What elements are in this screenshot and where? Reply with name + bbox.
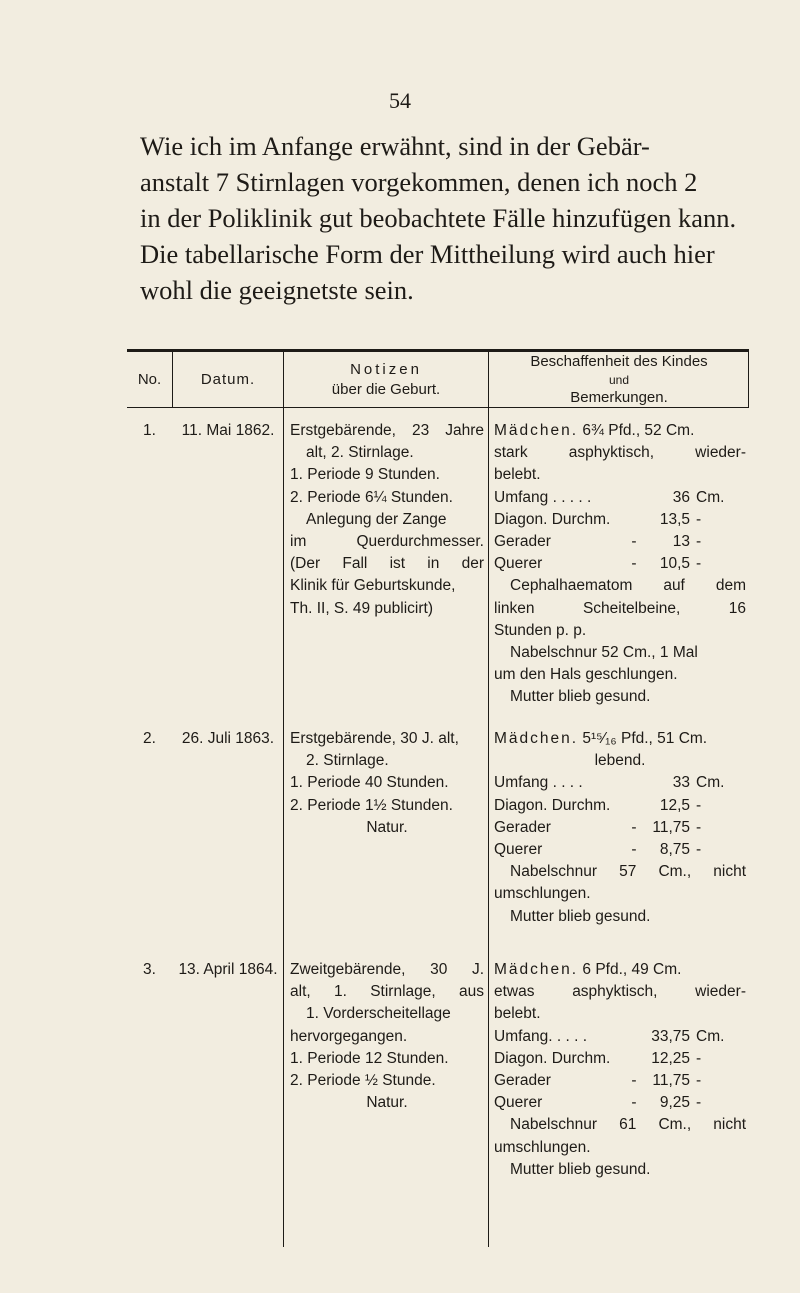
header-beschaffenheit-line: Bemerkungen.	[570, 389, 668, 406]
measure-row	[494, 1092, 746, 1114]
child-details	[494, 959, 746, 1181]
child-sex: Mädchen.	[494, 730, 579, 747]
birth-notes	[290, 959, 484, 1114]
measure-row	[494, 1026, 746, 1048]
note-line: Anlegung der Zange	[306, 510, 447, 528]
remark-line: Stunden p. p.	[494, 621, 587, 639]
measure-dash	[622, 1048, 646, 1070]
intro-line: in der Poliklinik gut beobachtete Fälle hinzufügen kann.	[140, 203, 737, 233]
measure-dash: -	[631, 1094, 637, 1112]
intro-line: Wie ich im Anfange erwähnt, sind in der Gebär-	[140, 131, 650, 161]
measure-unit: -	[696, 510, 702, 528]
note-line: Erstgebärende, 23 Jahre	[290, 422, 484, 439]
measure-unit: -	[696, 1049, 702, 1067]
remark-line: Cephalhaematom auf dem	[510, 577, 746, 595]
measure-label: Querer	[494, 841, 543, 859]
child-line: belebt.	[494, 466, 541, 484]
note-line: Erstgebärende, 30 J. alt,	[290, 730, 459, 747]
intro-paragraph	[140, 128, 740, 308]
child-line: etwas asphyktisch, wieder-	[494, 983, 746, 1001]
measure-row	[494, 795, 746, 817]
measure-value: 36	[672, 488, 690, 506]
measure-unit: -	[696, 1072, 702, 1090]
measure-row	[494, 509, 746, 531]
child-weight-length: 6 Pfd., 49 Cm.	[582, 961, 682, 978]
note-line: Zweitgebärende, 30 J.	[290, 961, 484, 978]
intro-line: anstalt 7 Stirnlagen vorgekommen, denen ich noch 2	[140, 167, 698, 197]
measure-label: Gerader	[494, 818, 551, 836]
child-line: stark asphyktisch, wieder-	[494, 444, 746, 462]
measure-label: Gerader	[494, 533, 551, 551]
measure-dash: -	[631, 533, 637, 551]
row-date: 13. April 1864.	[178, 961, 278, 978]
child-line: lebend.	[594, 752, 646, 770]
column-divider	[283, 349, 284, 1247]
header-no	[127, 355, 172, 405]
measure-dash: -	[631, 818, 637, 836]
remark-line: Mutter blieb gesund.	[510, 907, 651, 925]
measure-label: Querer	[494, 1094, 543, 1112]
note-line: 2. Periode 6¼ Stunden.	[290, 488, 453, 506]
measure-unit: -	[696, 1094, 702, 1112]
measure-value: 12,25	[651, 1049, 690, 1067]
header-beschaffenheit	[489, 355, 749, 405]
measure-unit: Cm.	[696, 488, 725, 506]
measure-value: 9,25	[659, 1094, 690, 1112]
note-line: Natur.	[366, 1094, 408, 1112]
child-weight-length: 5¹⁵⁄₁₆ Pfd., 51 Cm.	[582, 730, 708, 747]
measure-value: 33	[672, 774, 690, 792]
row-date: 26. Juli 1863.	[181, 730, 275, 747]
measure-label: Gerader	[494, 1072, 551, 1090]
note-line: 2. Periode ½ Stunde.	[290, 1072, 436, 1090]
note-line: Natur.	[366, 818, 408, 836]
note-line: (Der Fall ist in der	[290, 555, 484, 573]
measure-dash	[622, 509, 646, 531]
child-weight-length: 6¾ Pfd., 52 Cm.	[582, 422, 695, 439]
note-line: hervorgegangen.	[290, 1027, 408, 1045]
header-datum-label: Datum.	[200, 371, 256, 388]
measure-unit: -	[696, 555, 702, 573]
measure-dash	[622, 1026, 646, 1048]
header-beschaffenheit-line: und	[608, 373, 630, 387]
measure-label: Diagon. Durchm.	[494, 796, 611, 814]
child-head	[494, 728, 746, 750]
child-details	[494, 420, 746, 709]
measure-unit: Cm.	[696, 774, 725, 792]
remark-line: Nabelschnur 61 Cm., nicht	[510, 1116, 746, 1134]
note-line: 1. Periode 9 Stunden.	[290, 466, 440, 484]
note-line: alt, 1. Stirnlage, aus	[290, 983, 484, 1001]
note-line: 1. Periode 40 Stunden.	[290, 774, 449, 792]
child-head	[494, 959, 746, 981]
measure-value: 12,5	[659, 796, 690, 814]
measure-unit: -	[696, 841, 702, 859]
birth-notes	[290, 420, 484, 620]
measure-value: 8,75	[659, 841, 690, 859]
measure-unit: -	[696, 818, 702, 836]
measure-value: 13	[672, 533, 690, 551]
child-line: belebt.	[494, 1005, 541, 1023]
note-line: Th. II, S. 49 publicirt)	[290, 599, 433, 617]
header-notizen-line: über die Geburt.	[331, 381, 441, 398]
birth-notes	[290, 728, 484, 839]
measure-value: 13,5	[659, 510, 690, 528]
measure-label: Diagon. Durchm.	[494, 510, 611, 528]
note-line: im Querdurchmesser.	[290, 533, 484, 551]
measure-row	[494, 772, 746, 794]
note-line: 2. Periode 1½ Stunden.	[290, 796, 453, 814]
remark-line: Mutter blieb gesund.	[510, 1160, 651, 1178]
measure-row	[494, 487, 746, 509]
remark-line: Mutter blieb gesund.	[510, 688, 651, 706]
measure-row	[494, 553, 746, 575]
column-divider	[488, 349, 489, 1247]
remark-line: umschlungen.	[494, 1138, 591, 1156]
header-notizen	[284, 355, 488, 405]
measure-row	[494, 839, 746, 861]
child-head	[494, 420, 746, 442]
remark-line: linken Scheitelbeine, 16	[494, 599, 746, 617]
measure-label: Diagon. Durchm.	[494, 1049, 611, 1067]
child-details	[494, 728, 746, 928]
page-number: 54	[389, 88, 411, 113]
note-line: 1. Periode 12 Stunden.	[290, 1049, 449, 1067]
measure-value: 33,75	[651, 1027, 690, 1045]
measure-label: Umfang . . . . .	[494, 488, 592, 506]
measure-label: Umfang . . . .	[494, 774, 583, 792]
note-line: 1. Vorderscheitellage	[306, 1005, 451, 1023]
row-number: 2.	[143, 730, 156, 747]
measure-dash: -	[631, 555, 637, 573]
measure-dash	[622, 487, 646, 509]
child-sex: Mädchen.	[494, 961, 579, 978]
remark-line: um den Hals geschlungen.	[494, 666, 678, 684]
header-notizen-line: Notizen	[350, 361, 422, 378]
row-number: 1.	[143, 422, 156, 439]
intro-line: Die tabellarische Form der Mittheilung wird auch hier	[140, 239, 715, 269]
measure-value: 11,75	[652, 818, 690, 836]
measure-dash	[622, 772, 646, 794]
note-line: alt, 2. Stirnlage.	[306, 444, 414, 462]
row-number: 3.	[143, 961, 156, 978]
measure-value: 11,75	[652, 1072, 690, 1090]
measure-row	[494, 531, 746, 553]
header-no-label: No.	[137, 371, 162, 388]
measure-unit: -	[696, 796, 702, 814]
birth-records-table	[127, 349, 749, 1247]
measure-row	[494, 817, 746, 839]
remark-line: Nabelschnur 52 Cm., 1 Mal	[510, 644, 698, 662]
measure-unit: Cm.	[696, 1027, 725, 1045]
row-date: 11. Mai 1862.	[181, 422, 275, 439]
remark-line: Nabelschnur 57 Cm., nicht	[510, 863, 746, 881]
measure-unit: -	[696, 533, 702, 551]
measure-dash: -	[631, 1072, 637, 1090]
measure-label: Querer	[494, 555, 543, 573]
measure-value: 10,5	[659, 555, 690, 573]
header-datum	[173, 355, 283, 405]
measure-dash: -	[631, 841, 637, 859]
measure-row	[494, 1070, 746, 1092]
note-line: Klinik für Geburtskunde,	[290, 577, 456, 595]
remark-line: umschlungen.	[494, 885, 591, 903]
intro-line: wohl die geeignetste sein.	[140, 275, 414, 305]
measure-label: Umfang. . . . .	[494, 1027, 588, 1045]
measure-row	[494, 1048, 746, 1070]
note-line: 2. Stirnlage.	[306, 752, 389, 770]
measure-dash	[622, 795, 646, 817]
header-beschaffenheit-line: Beschaffenheit des Kindes	[530, 353, 708, 370]
child-sex: Mädchen.	[494, 422, 579, 439]
